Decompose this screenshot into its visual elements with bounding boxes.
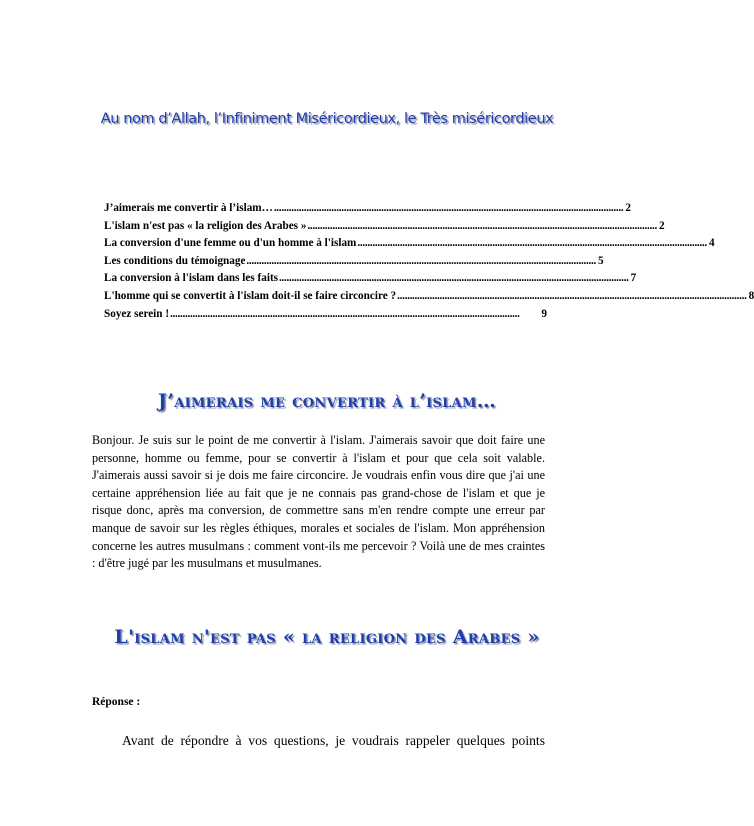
toc-entry-page: 2 [625, 202, 631, 214]
toc-entry-label: Soyez serein ! [104, 307, 170, 320]
toc-leader-dots: ............................................................................................................................................ [279, 272, 629, 285]
toc-entry[interactable] [104, 308, 547, 326]
toc-entry[interactable] [104, 254, 604, 273]
toc-entry-label: La conversion à l'islam dans les faits [104, 272, 279, 285]
question-paragraph: Bonjour. Je suis sur le point de me convertir à l'islam. J'aimerais savoir que doit faire une personne, homme ou femme, pour se convertir à l'islam et pour que cela soit valable. J'aimerais aussi savoir si je dois me faire circoncire. Je voudrais enfin vous dire que j'ai une certaine appréhension liée au fait que je ne connais pas grand-chose de l'islam et que je risque donc, après ma conversion, de commettre sans m'en rendre compte une erreur par manque de savoir sur les règles éthiques, morales et sociales de l'islam. Mon appréhension concerne les autres musulmans : comment vont-ils me percevoir ? Voilà une de mes craintes : d'être jugé par les musulmans et musulmanes. [92, 433, 545, 571]
toc-entry[interactable] [104, 237, 715, 255]
toc-entry-page: 8 [748, 289, 754, 302]
toc-entry[interactable] [104, 289, 754, 308]
toc-leader-dots: ............................................................................................................................................ [170, 307, 520, 320]
toc-entry-label: J’aimerais me convertir à l’islam… [104, 202, 273, 214]
toc-leader-dots: ............................................................................................................................................ [307, 219, 658, 232]
answer-label: Réponse : [92, 696, 141, 708]
toc-entry-page: 4 [708, 237, 715, 250]
toc-entry-label: L'islam n'est pas « la religion des Arabes » [104, 219, 307, 232]
section-heading: L'islam n'est pas « la religion des Arabes » [114, 626, 540, 648]
table-of-contents [104, 202, 754, 325]
toc-entry-page: 7 [630, 272, 637, 285]
toc-entry[interactable] [104, 272, 637, 290]
toc-entry-page: 2 [659, 219, 665, 232]
answer-paragraph: Avant de répondre à vos questions, je voudrais rappeler quelques points [122, 733, 545, 748]
toc-leader-dots: ............................................................................................................................................ [357, 237, 707, 250]
toc-entry-label: La conversion d'une femme ou d'un homme à l'islam [104, 237, 357, 250]
toc-entry[interactable] [104, 202, 631, 220]
toc-entry-page: 9 [541, 307, 547, 320]
toc-leader-dots: ............................................................................................................................................ [273, 202, 624, 214]
section-heading: J’aimerais me convertir à l’islam… [158, 390, 496, 412]
toc-entry-label: L'homme qui se convertit à l'islam doit-il se faire circoncire ? [104, 289, 397, 302]
toc-leader-dots: ............................................................................................................................................ [246, 254, 596, 267]
document-title: Au nom d’Allah, l’Infiniment Miséricordieux, le Très miséricordieux [100, 111, 554, 127]
toc-entry-label: Les conditions du témoignage [104, 254, 246, 267]
toc-entry-page: 5 [598, 254, 604, 267]
toc-entry[interactable] [104, 219, 665, 238]
toc-leader-dots: ............................................................................................................................................ [397, 289, 747, 302]
